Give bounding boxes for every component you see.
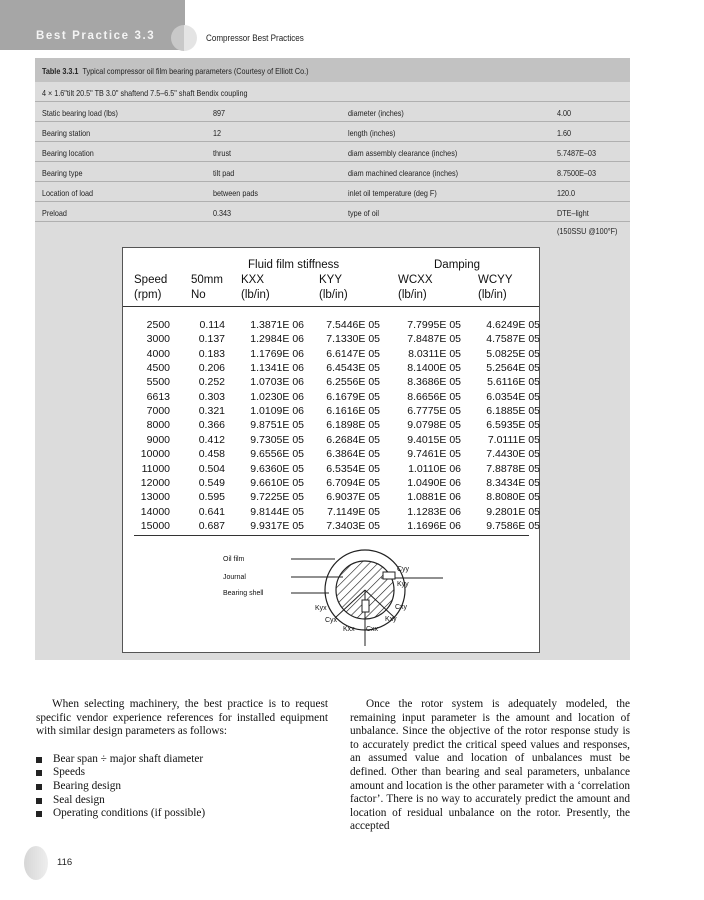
data-cell: 4.6249E 05 xyxy=(486,319,540,331)
list-item: Bear span ÷ major shaft diameter xyxy=(36,753,328,767)
label-cxy: Cxy xyxy=(395,604,408,611)
data-cell: 4500 xyxy=(146,362,170,375)
data-cell: 0.458 xyxy=(198,448,225,461)
oil-note: (150SSU @100°F) xyxy=(557,226,618,236)
parameter-cell: diam machined clearance (inches) xyxy=(348,168,459,178)
parameter-cell: 8.7500E–03 xyxy=(557,168,596,178)
label-bearing-shell: Bearing shell xyxy=(223,590,264,597)
data-cell: 6.7775E 05 xyxy=(407,405,461,418)
data-cell: 12000 xyxy=(140,476,170,489)
column-header: No xyxy=(191,289,206,301)
parameter-cell: Preload xyxy=(42,208,67,218)
data-cell: 9.6556E 05 xyxy=(250,448,304,461)
data-cell: 0.412 xyxy=(198,433,225,446)
column-header: (rpm) xyxy=(134,289,162,301)
bearing-diagram xyxy=(223,548,453,653)
parameter-cell: Bearing type xyxy=(42,168,83,178)
data-cell: 8.6656E 05 xyxy=(407,390,461,403)
page-number: 116 xyxy=(57,857,73,868)
parameter-row xyxy=(35,102,630,122)
data-cell: 1.0703E 06 xyxy=(250,376,304,389)
data-cell: 0.321 xyxy=(198,405,225,418)
parameter-cell: DTE–light xyxy=(557,208,589,218)
data-cell: 1.1283E 06 xyxy=(407,505,461,518)
column-header: 50mm xyxy=(191,274,223,286)
label-kxx: Kxx xyxy=(343,626,355,633)
parameter-cell: 897 xyxy=(213,108,226,118)
data-cell: 1.0490E 06 xyxy=(407,476,461,489)
list-item: Bearing design xyxy=(36,780,328,794)
data-cell: 8.8080E 05 xyxy=(486,491,540,504)
data-cell: 7.3403E 05 xyxy=(326,519,380,532)
data-cell: 1.3871E 06 xyxy=(250,319,304,331)
parameter-cell: Location of load xyxy=(42,188,94,198)
data-cell: 9.7225E 05 xyxy=(250,491,304,504)
running-title: Compressor Best Practices xyxy=(206,33,304,44)
data-cell: 8.0311E 05 xyxy=(408,347,461,360)
parameter-cell: type of oil xyxy=(348,208,379,218)
data-cell: 9.9317E 05 xyxy=(250,519,304,532)
data-cell: 6613 xyxy=(146,390,170,403)
table-caption xyxy=(35,58,630,82)
parameter-row xyxy=(35,202,630,222)
data-cell: 7.8878E 05 xyxy=(486,462,540,475)
footer-circle-decoration xyxy=(24,846,48,880)
data-cell: 0.641 xyxy=(198,505,225,518)
data-cell: 8.3686E 05 xyxy=(407,376,461,389)
parameter-list xyxy=(36,753,328,821)
parameter-row xyxy=(35,182,630,202)
header-circle-decoration xyxy=(171,25,197,51)
label-kxy: Kxy xyxy=(385,616,397,623)
parameter-cell: diameter (inches) xyxy=(348,108,404,118)
data-cell: 7.5446E 05 xyxy=(326,319,380,331)
data-cell: 0.137 xyxy=(198,333,225,346)
parameter-row xyxy=(35,162,630,182)
data-cell: 8.1400E 05 xyxy=(407,362,461,375)
data-cell: 5.6116E 05 xyxy=(487,376,540,389)
list-item: Operating conditions (if possible) xyxy=(36,807,328,821)
parameter-cell: 0.343 xyxy=(213,208,232,218)
parameter-cell: length (inches) xyxy=(348,128,396,138)
data-cell: 7.1149E 05 xyxy=(327,505,380,518)
data-cell: 7.8487E 05 xyxy=(407,333,461,346)
data-cell: 0.366 xyxy=(198,419,225,432)
data-cell: 7.4430E 05 xyxy=(486,448,540,461)
data-cell: 6.1679E 05 xyxy=(326,390,380,403)
column-header: KYY xyxy=(319,274,343,286)
table-3-3-1 xyxy=(35,58,630,660)
parameter-cell: between pads xyxy=(213,188,258,198)
left-column xyxy=(36,698,328,821)
parameter-cell: diam assembly clearance (inches) xyxy=(348,148,458,158)
group-header-stiffness: Fluid film stiffness xyxy=(248,259,340,271)
column-header: WCYY xyxy=(478,274,513,286)
data-cell: 7.1330E 05 xyxy=(326,333,380,346)
data-cell: 4.7587E 05 xyxy=(486,333,540,346)
column-header: WCXX xyxy=(398,274,433,286)
data-cell: 0.504 xyxy=(198,462,225,475)
data-cell: 1.2984E 06 xyxy=(250,333,304,346)
parameter-cell: Static bearing load (lbs) xyxy=(42,108,118,118)
table-bottom-rule xyxy=(134,535,529,536)
data-cell: 6.5935E 05 xyxy=(486,419,540,432)
data-cell: 11000 xyxy=(141,462,170,475)
header-divider xyxy=(123,306,539,307)
column-header: KXX xyxy=(241,274,265,286)
right-column xyxy=(350,698,630,834)
data-cell: 9.6610E 05 xyxy=(250,476,304,489)
section-band xyxy=(0,0,185,50)
data-cell: 5.2564E 05 xyxy=(486,362,540,375)
data-cell: 2500 xyxy=(146,319,170,331)
list-item: Seal design xyxy=(36,794,328,808)
caption-text: Typical compressor oil film bearing parameters (Courtesy of Elliott Co.) xyxy=(82,66,309,76)
data-cell: 9.0798E 05 xyxy=(407,419,461,432)
parameter-cell: 1.60 xyxy=(557,128,572,138)
label-kyy: Kyy xyxy=(397,581,409,588)
data-cell: 6.2556E 05 xyxy=(326,376,380,389)
data-cell: 1.1769E 06 xyxy=(250,347,304,360)
data-cell: 13000 xyxy=(140,491,170,504)
data-cell: 7.0111E 05 xyxy=(487,433,540,446)
data-cell: 9.7305E 05 xyxy=(250,433,304,446)
data-cell: 6.2684E 05 xyxy=(326,433,380,446)
data-cell: 3000 xyxy=(146,333,170,346)
data-cell: 8000 xyxy=(146,419,170,432)
column-header: Speed xyxy=(134,274,168,286)
right-paragraph: Once the rotor system is adequately modeled, the remaining input parameter is the amount and location of unbalance. Since the objective of the rotor response study is to accurately predict the critical speed values and responses, an assumed value and location of unbalances must be defined. Other than bearing and seal parameters, unbalance amount and location is the other parameter with a ‘correlation factor’. There is no way to accurately predict the amount and location of residual unbalance on the rotor. Presently, the accepted xyxy=(350,698,630,833)
data-cell: 6.1898E 05 xyxy=(326,419,380,432)
column-header: (lb/in) xyxy=(241,289,270,301)
parameter-cell: tilt pad xyxy=(213,168,235,178)
parameter-cell: 120.0 xyxy=(557,188,576,198)
data-cell: 5.0825E 05 xyxy=(486,347,540,360)
data-cell: 6.3864E 05 xyxy=(326,448,380,461)
parameter-cell: 5.7487E–03 xyxy=(557,148,596,158)
label-journal: Journal xyxy=(223,574,246,581)
caption-label: Table 3.3.1 xyxy=(42,66,79,76)
table-subtitle: 4 × 1.6"tilt 20.5" TB 3.0" shaftend 7.5–6.5" shaft Bendix coupling xyxy=(42,88,248,98)
data-cell: 0.183 xyxy=(198,347,225,360)
data-cell: 9.7461E 05 xyxy=(407,448,461,461)
data-cell: 6.9037E 05 xyxy=(326,491,380,504)
data-cell: 8.3434E 05 xyxy=(486,476,540,489)
section-label: Best Practice 3.3 xyxy=(36,30,156,42)
data-cell: 9.8751E 05 xyxy=(250,419,304,432)
parameter-cell: Bearing station xyxy=(42,128,91,138)
parameter-cell: inlet oil temperature (deg F) xyxy=(348,188,437,198)
stiffness-damping-table xyxy=(122,247,540,653)
label-oil-film: Oil film xyxy=(223,556,245,563)
parameter-row xyxy=(35,142,630,162)
parameter-cell: 12 xyxy=(213,128,222,138)
data-cell: 6.1616E 05 xyxy=(326,405,380,418)
data-cell: 0.687 xyxy=(198,519,225,532)
data-cell: 6.4543E 05 xyxy=(326,362,380,375)
parameter-cell: 4.00 xyxy=(557,108,572,118)
data-cell: 15000 xyxy=(140,519,170,532)
column-header: (lb/in) xyxy=(478,289,507,301)
data-cell: 6.0354E 05 xyxy=(486,390,540,403)
data-cell: 5500 xyxy=(146,376,170,389)
left-paragraph: When selecting machinery, the best practice is to request specific vendor experience references for installed equipment with similar design parameters as follows: xyxy=(36,698,328,738)
data-cell: 14000 xyxy=(140,505,170,518)
parameter-row xyxy=(35,122,630,142)
label-kyx: Kyx xyxy=(315,605,327,612)
data-cell: 9.2801E 05 xyxy=(486,505,540,518)
data-cell: 1.0110E 06 xyxy=(408,462,461,475)
data-cell: 1.0109E 06 xyxy=(250,405,304,418)
column-header: (lb/in) xyxy=(398,289,427,301)
data-cell: 0.206 xyxy=(198,362,225,375)
data-cell: 9.8144E 05 xyxy=(250,505,304,518)
table-subtitle-row xyxy=(35,82,630,102)
data-cell: 9.7586E 05 xyxy=(486,519,540,532)
data-cell: 1.1696E 06 xyxy=(407,519,461,532)
data-cell: 6.6147E 05 xyxy=(326,347,380,360)
data-cell: 0.303 xyxy=(198,390,225,403)
data-cell: 10000 xyxy=(140,448,170,461)
data-cell: 1.1341E 06 xyxy=(250,362,304,375)
data-cell: 6.7094E 05 xyxy=(326,476,380,489)
data-cell: 0.252 xyxy=(198,376,225,389)
label-cxx: Cxx xyxy=(366,626,379,633)
data-cell: 1.0230E 06 xyxy=(250,390,304,403)
data-cell: 6.5354E 05 xyxy=(326,462,380,475)
list-item: Speeds xyxy=(36,766,328,780)
label-cyy: Cyy xyxy=(397,566,410,573)
data-cell: 1.0881E 06 xyxy=(407,491,461,504)
parameter-cell: Bearing location xyxy=(42,148,94,158)
parameter-cell: thrust xyxy=(213,148,232,158)
data-cell: 6.1885E 05 xyxy=(486,405,540,418)
data-cell: 7.7995E 05 xyxy=(407,319,461,331)
data-cell: 0.114 xyxy=(199,319,225,331)
data-cell: 4000 xyxy=(146,347,170,360)
data-cell: 0.595 xyxy=(198,491,225,504)
data-cell: 9000 xyxy=(146,433,170,446)
data-cell: 9.6360E 05 xyxy=(250,462,304,475)
column-header: (lb/in) xyxy=(319,289,348,301)
group-header-damping: Damping xyxy=(434,259,481,271)
label-cyx: Cyx xyxy=(325,617,338,624)
data-cell: 7000 xyxy=(146,405,170,418)
data-cell: 9.4015E 05 xyxy=(407,433,461,446)
data-cell: 0.549 xyxy=(198,476,225,489)
